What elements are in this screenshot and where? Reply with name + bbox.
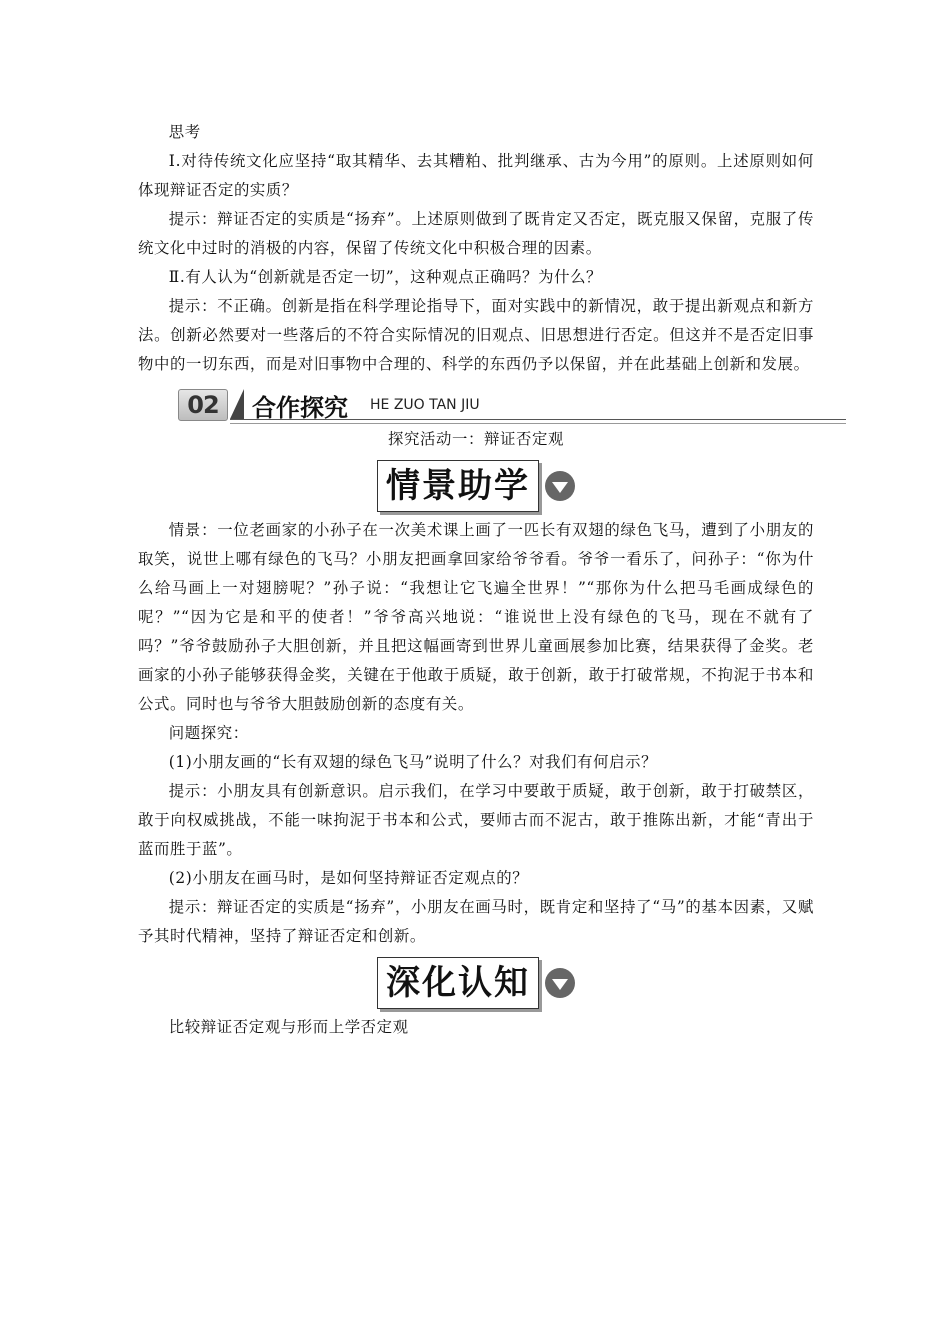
banner-rule	[230, 419, 846, 420]
scenario-header-label: 情景助学	[377, 460, 539, 512]
compare-title: 比较辩证否定观与形而上学否定观	[168, 1018, 409, 1036]
inquiry-heading: 问题探究：	[168, 724, 249, 742]
question-1: Ⅰ.对待传统文化应坚持“取其精华、去其糟粕、批判继承、古为今用”的原则。上述原则如何体现辩证否定的实质？	[138, 152, 814, 199]
section-number: 02	[187, 391, 219, 419]
scenario-header	[138, 460, 814, 512]
triangle-down-icon	[545, 471, 575, 501]
activity-title: 探究活动一：辩证否定观	[388, 430, 564, 448]
content	[138, 118, 814, 1042]
inquiry-answer-1: 提示：小朋友具有创新意识。启示我们，在学习中要敢于质疑，敢于创新，敢于打破禁区，敢于向权威挑战，不能一味拘泥于书本和公式，要师古而不泥古，敢于推陈出新，才能“青出于蓝而胜于蓝”。	[138, 782, 814, 858]
section-title: 合作探究	[252, 394, 348, 422]
question-2: Ⅱ.有人认为“创新就是否定一切”，这种观点正确吗？为什么？	[168, 268, 603, 286]
section-pinyin: HE ZUO TAN JIU	[370, 397, 480, 413]
section-banner	[178, 385, 846, 425]
banner-slash-decoration	[230, 389, 244, 419]
inquiry-question-2: (2)小朋友在画马时，是如何坚持辩证否定观点的？	[168, 869, 529, 887]
inquiry-answer-2: 提示：辩证否定的实质是“扬弃”，小朋友在画马时，既肯定和坚持了“马”的基本因素，又赋予其时代精神，坚持了辩证否定和创新。	[138, 898, 814, 945]
banner-rule-thin	[230, 423, 846, 424]
answer-1: 提示：辩证否定的实质是“扬弃”。上述原则做到了既肯定又否定，既克服又保留，克服了传统文化中过时的消极的内容，保留了传统文化中积极合理的因素。	[138, 210, 814, 257]
deepen-header	[138, 957, 814, 1009]
answer-2: 提示：不正确。创新是指在科学理论指导下，面对实践中的新情况，敢于提出新观点和新方法。创新必然要对一些落后的不符合实际情况的旧观点、旧思想进行否定。但这并不是否定旧事物中的一切东西，而是对旧事物中合理的、科学的东西仍予以保留，并在此基础上创新和发展。	[138, 297, 814, 373]
triangle-down-icon	[545, 968, 575, 998]
inquiry-question-1: (1)小朋友画的“长有双翅的绿色飞马”说明了什么？对我们有何启示？	[168, 753, 658, 771]
scenario-text: 情景：一位老画家的小孙子在一次美术课上画了一匹长有双翅的绿色飞马，遭到了小朋友的取笑，说世上哪有绿色的飞马？小朋友把画拿回家给爷爷看。爷爷一看乐了，问孙子：“你为什么给马画上一对翅膀呢？”孙子说：“我想让它飞遍全世界！”“那你为什么把马毛画成绿色的呢？”“因为它是和平的使者！”爷爷高兴地说：“谁说世上没有绿色的飞马，现在不就有了吗？”爷爷鼓励孙子大胆创新，并且把这幅画寄到世界儿童画展参加比赛，结果获得了金奖。老画家的小孙子能够获得金奖，关键在于他敢于质疑，敢于创新，敢于打破常规，不拘泥于书本和公式。同时也与爷爷大胆鼓励创新的态度有关。	[138, 521, 814, 713]
deepen-header-label: 深化认知	[377, 957, 539, 1009]
thinking-heading: 思考	[168, 123, 201, 141]
section-number-box	[178, 389, 228, 421]
